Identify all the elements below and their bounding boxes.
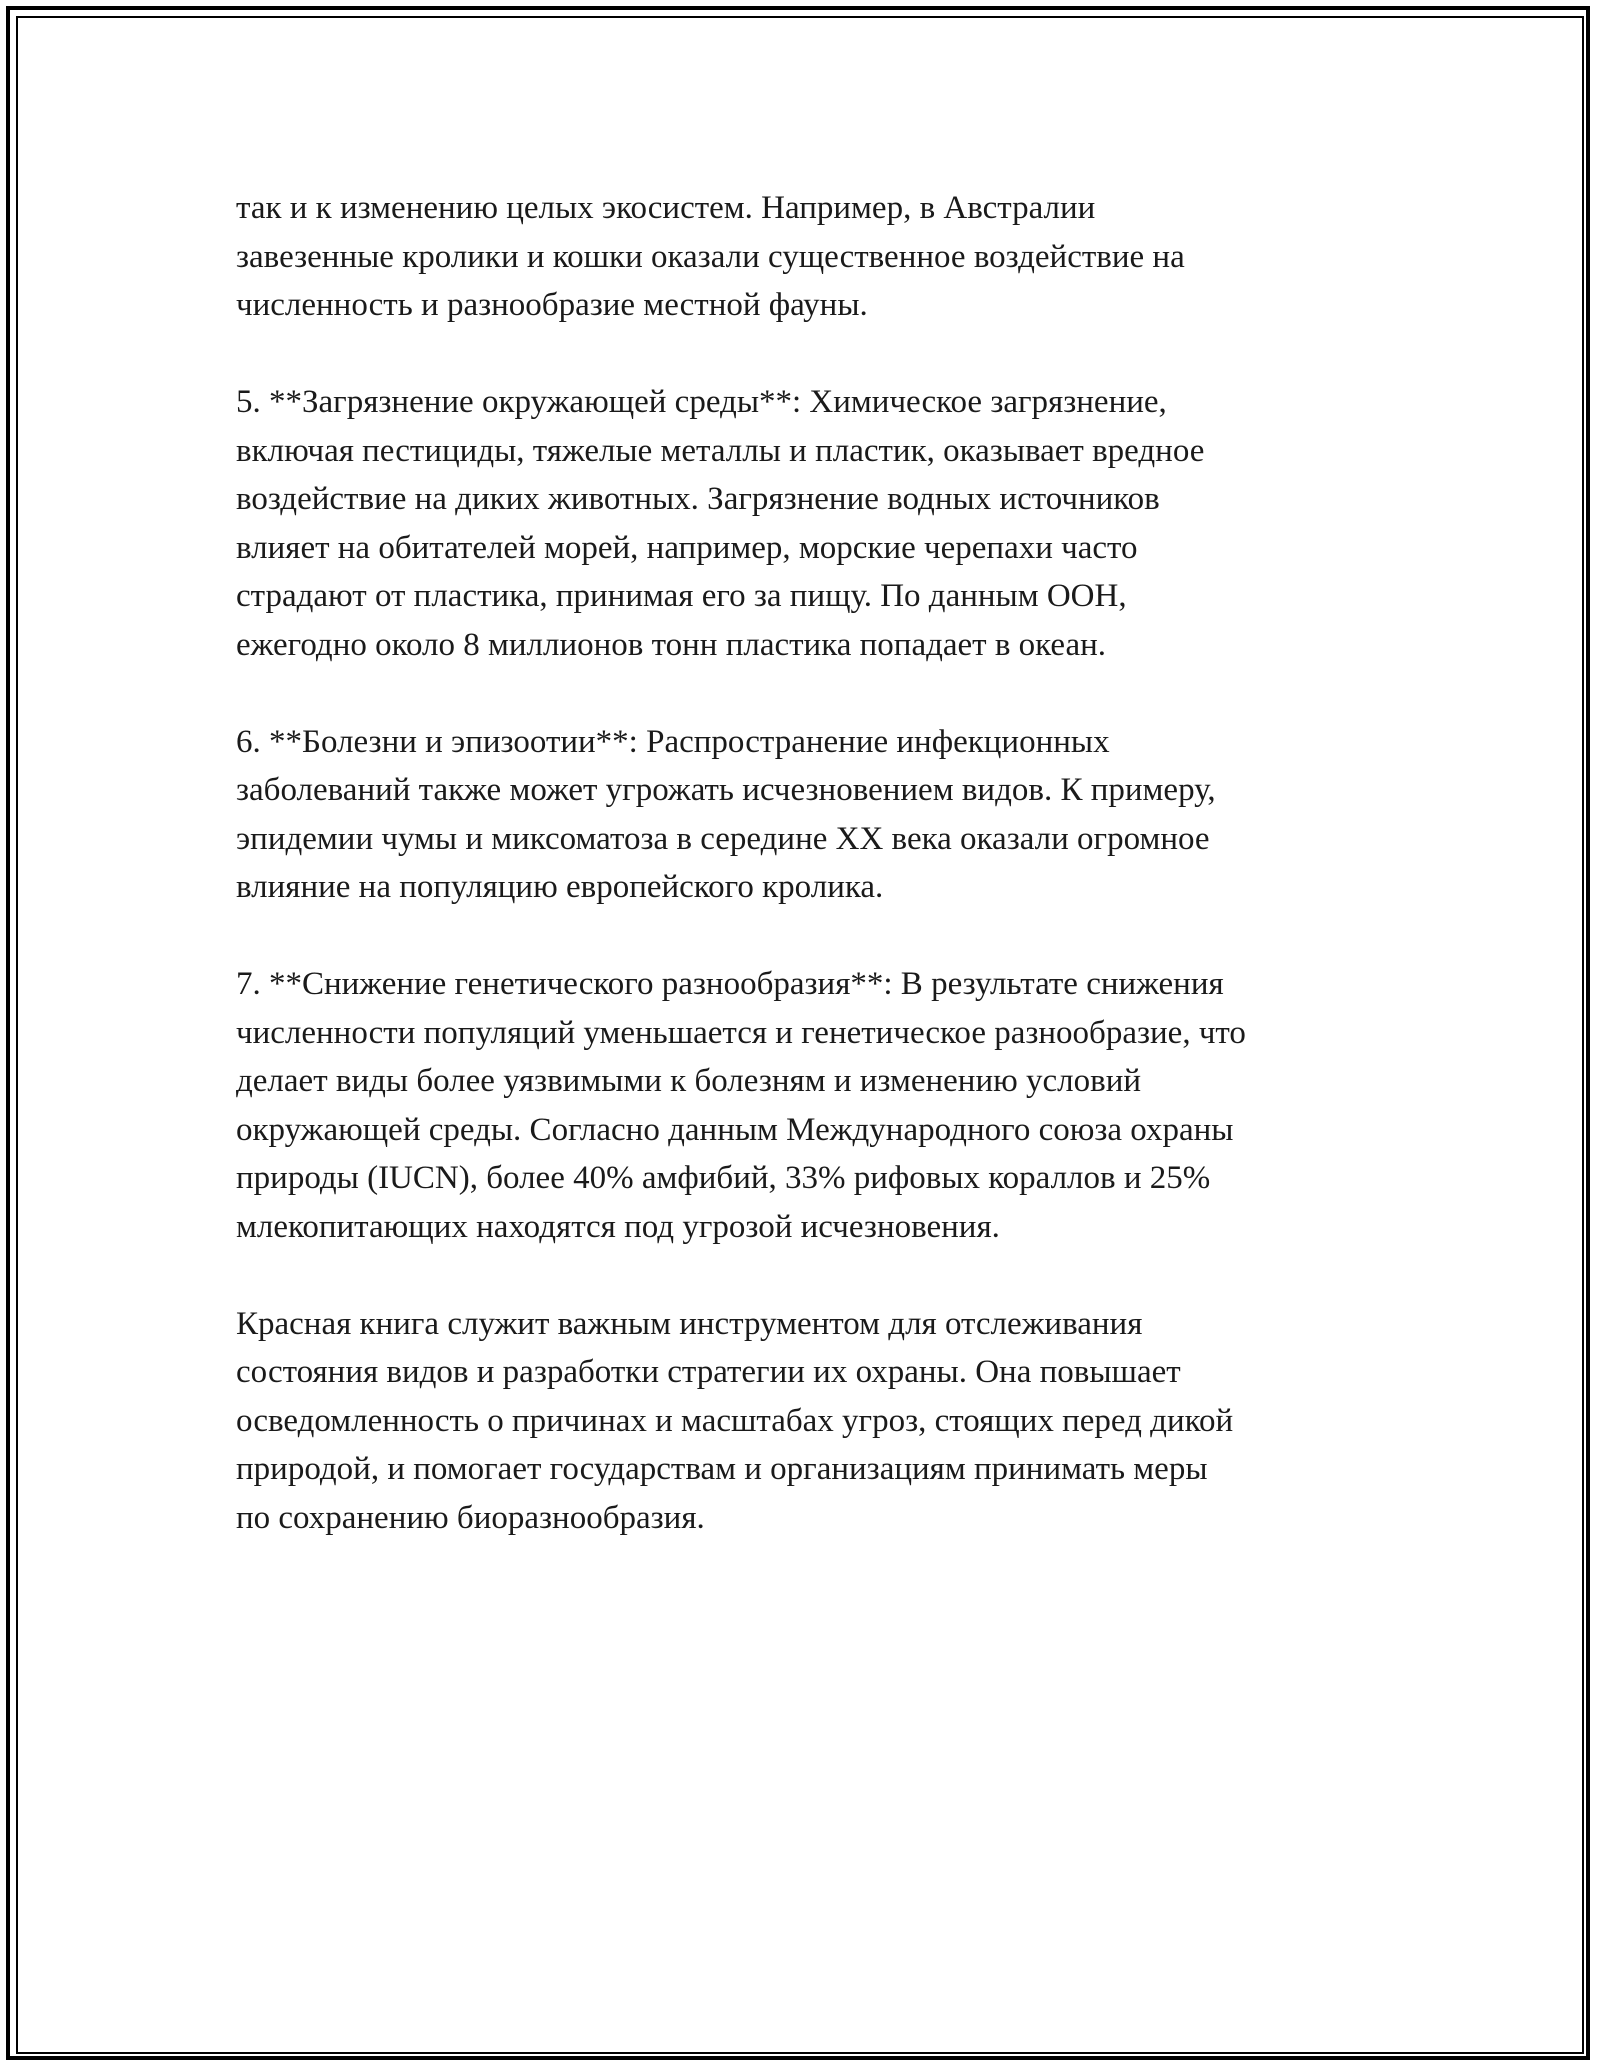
text-line: делает виды более уязвимыми к болезням и изменению условий [236,1063,1142,1099]
text-line: численности популяций уменьшается и генетическое разнообразие, что [236,1014,1246,1051]
text-line: состояния видов и разработки стратегии их охраны. Она повышает [236,1354,1181,1390]
text-line: численность и разнообразие местной фауны. [236,287,868,323]
text-line: заболеваний также может угрожать исчезновением видов. К примеру, [236,772,1216,808]
paragraph-intro-continuation [236,184,1386,330]
text-line: влияет на обитателей морей, например, морские черепахи часто [236,529,1138,566]
text-line: страдают от пластика, принимая его за пищу. По данным ООН, [236,578,1127,614]
paragraph-diseases [236,718,1386,912]
paragraph-pollution [236,378,1386,669]
text-line: влияние на популяцию европейского кролика. [236,869,884,905]
text-line: 6. **Болезни и эпизоотии**: Распространение инфекционных [236,723,1110,760]
text-line: включая пестициды, тяжелые металлы и пластик, оказывает вредное [236,432,1205,469]
text-line: природы (IUCN), более 40% амфибий, 33% рифовых кораллов и 25% [236,1160,1211,1196]
text-line: Красная книга служит важным инструментом для отслеживания [236,1305,1143,1342]
text-line: окружающей среды. Согласно данным Международного союза охраны [236,1111,1234,1148]
text-line: млекопитающих находятся под угрозой исчезновения. [236,1208,1000,1245]
document-body [236,184,1386,1591]
text-line: воздействие на диких животных. Загрязнение водных источников [236,481,1160,517]
paragraph-red-book-conclusion [236,1300,1386,1543]
paragraph-genetic-diversity [236,960,1386,1251]
text-line: эпидемии чумы и миксоматоза в середине XX века оказали огромное [236,820,1210,857]
text-line: 5. **Загрязнение окружающей среды**: Химическое загрязнение, [236,384,1167,420]
text-line: 7. **Снижение генетического разнообразия**: В результате снижения [236,966,1224,1002]
text-line: завезенные кролики и кошки оказали существенное воздействие на [236,238,1185,275]
text-line: так и к изменению целых экосистем. Например, в Австралии [236,190,1096,226]
text-line: ежегодно около 8 миллионов тонн пластика попадает в океан. [236,626,1107,663]
text-line: природой, и помогает государствам и организациям принимать меры [236,1451,1208,1487]
text-line: осведомленность о причинах и масштабах угроз, стоящих перед дикой [236,1402,1234,1439]
text-line: по сохранению биоразнообразия. [236,1499,705,1536]
